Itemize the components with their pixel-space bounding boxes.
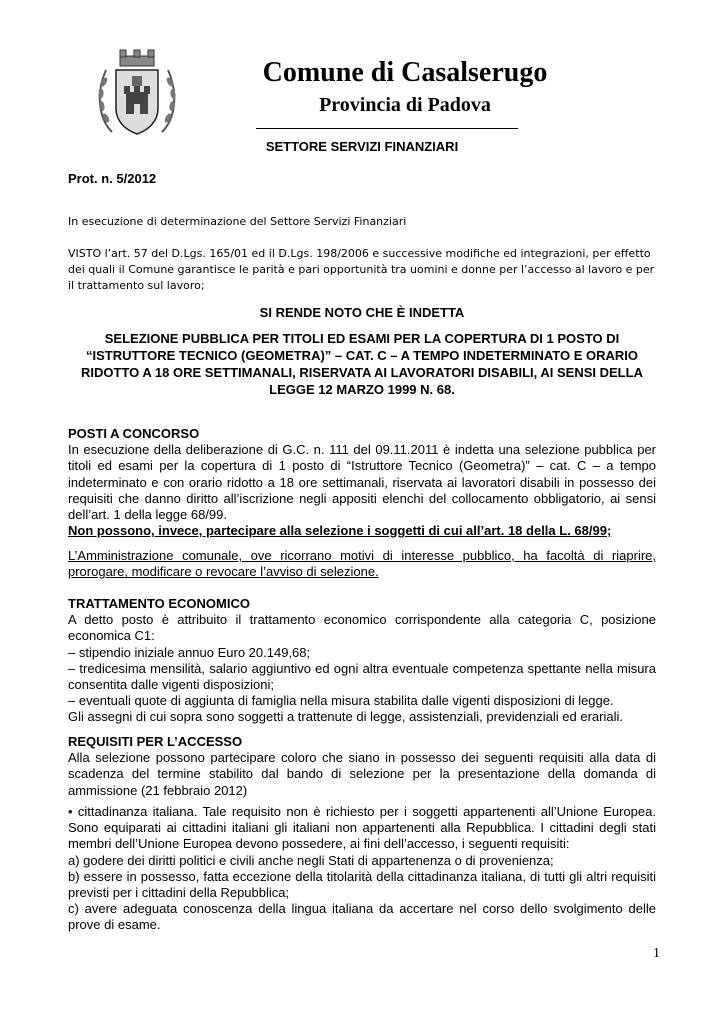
department-heading: SETTORE SERVIZI FINANZIARI (265, 139, 459, 154)
visto-paragraph: VISTO l’art. 57 del D.Lgs. 165/01 ed il D.Lgs. 198/2006 e successive modifiche ed integrazioni, per effetto dei quali il Comune garantisce le parità e pari opportunità tra uomini e donne per l’accesso al lavoro e per il trattamento sul lavoro; (68, 247, 655, 292)
announcement-heading: SI RENDE NOTO CHE È INDETTA (259, 305, 465, 320)
posti-heading: POSTI A CONCORSO (68, 426, 200, 441)
selection-title: SELEZIONE PUBBLICA PER TITOLI ED ESAMI PER LA COPERTURA DI 1 POSTO DI “ISTRUTTORE TECNICO (GEOMETRA)” – CAT. C – A TEMPO INDETERMINATO E ORARIO RIDOTTO A 18 ORE SETTIMANALI, RISERVATA AI LAVORATORI DISABILI, AI SENSI DELLA LEGGE 12 MARZO 1999 N. 68. (81, 331, 643, 397)
trattamento-line: – tredicesima mensilità, salario aggiuntivo ed ogni altra eventuale competenza spettante nella misura consentita dalle vigenti disposizioni; (68, 660, 656, 693)
protocol-number: Prot. n. 5/2012 (68, 171, 157, 186)
cittadinanza-section (68, 804, 656, 934)
requisiti-section (68, 734, 656, 799)
trattamento-line: – stipendio iniziale annuo Euro 20.149,68; (68, 644, 311, 660)
trattamento-line: – eventuali quote di aggiunta di famiglia nella misura stabilita dalle vigenti disposizioni di legge. (68, 693, 614, 709)
cittadinanza-item: b) essere in possesso, fatta eccezione della titolarità della cittadinanza italiana, di tutti gli altri requisiti previsti per i cittadini della Repubblica; (68, 868, 656, 901)
header-divider (256, 128, 518, 129)
trattamento-heading: TRATTAMENTO ECONOMICO (68, 596, 250, 611)
posti-body: In esecuzione della deliberazione di G.C. n. 111 del 09.11.2011 è indetta una selezione pubblica per titoli ed esami per la copertura di 1 posto di “Istruttore Tecnico (Geometra)” – cat. C – a tempo indeterminato e con orario ridotto a 18 ore settimanali, riservata ai lavoratori disabili in possesso dei requisiti che danno diritto all’iscrizione negli appositi elenchi del collocamento obbligatorio, ai sensi dell’art. 1 della legge 68/99. (68, 442, 656, 523)
trattamento-section (68, 596, 656, 726)
amministrazione-paragraph: L’Amministrazione comunale, ove ricorrano motivi di interesse pubblico, ha facoltà di riaprire, prorogare, modificare o revocare l’avviso di selezione. (68, 548, 656, 580)
requisiti-intro: Alla selezione possono partecipare coloro che siano in possesso dei seguenti requisiti alla data di scadenza del termine stabilito dal bando di selezione per la presentazione della domanda di ammissione (21 febbraio 2012) (68, 750, 656, 798)
posti-section (68, 426, 656, 539)
province-subtitle: Provincia di Padova (319, 94, 491, 116)
amministrazione-section (68, 548, 656, 580)
posti-exclusion: Non possono, invece, partecipare alla selezione i soggetti di cui all’art. 18 della L. 68/99; (68, 523, 612, 539)
cittadinanza-item: a) godere dei diritti politici e civili anche negli Stati di appartenenza o di provenienza; (68, 852, 554, 868)
requisiti-heading: REQUISITI PER L’ACCESSO (68, 734, 243, 749)
execution-paragraph: In esecuzione di determinazione del Settore Servizi Finanziari (68, 215, 407, 228)
municipal-crest-logo (94, 48, 180, 142)
trattamento-line: Gli assegni di cui sopra sono soggetti a trattenute di legge, assistenziali, previdenziali ed erariali. (68, 709, 623, 725)
municipality-title: Comune di Casalserugo (262, 57, 548, 88)
cittadinanza-item: • cittadinanza italiana. Tale requisito non è richiesto per i soggetti appartenenti all’Unione Europea. Sono equiparati ai cittadini italiani gli italiani non appartenenti alla Repubblica. I cittadini degli stati membri dell’Unione Europea devono possedere, ai fini dell’accesso, i seguenti requisiti: (68, 804, 656, 852)
trattamento-line: A detto posto è attribuito il trattamento economico corrispondente alla categoria C, posizione economica C1: (68, 612, 656, 644)
cittadinanza-item: c) avere adeguata conoscenza della lingua italiana da accertare nel corso dello svolgimento delle prove di esame. (68, 901, 656, 933)
page-number: 1 (653, 946, 660, 961)
